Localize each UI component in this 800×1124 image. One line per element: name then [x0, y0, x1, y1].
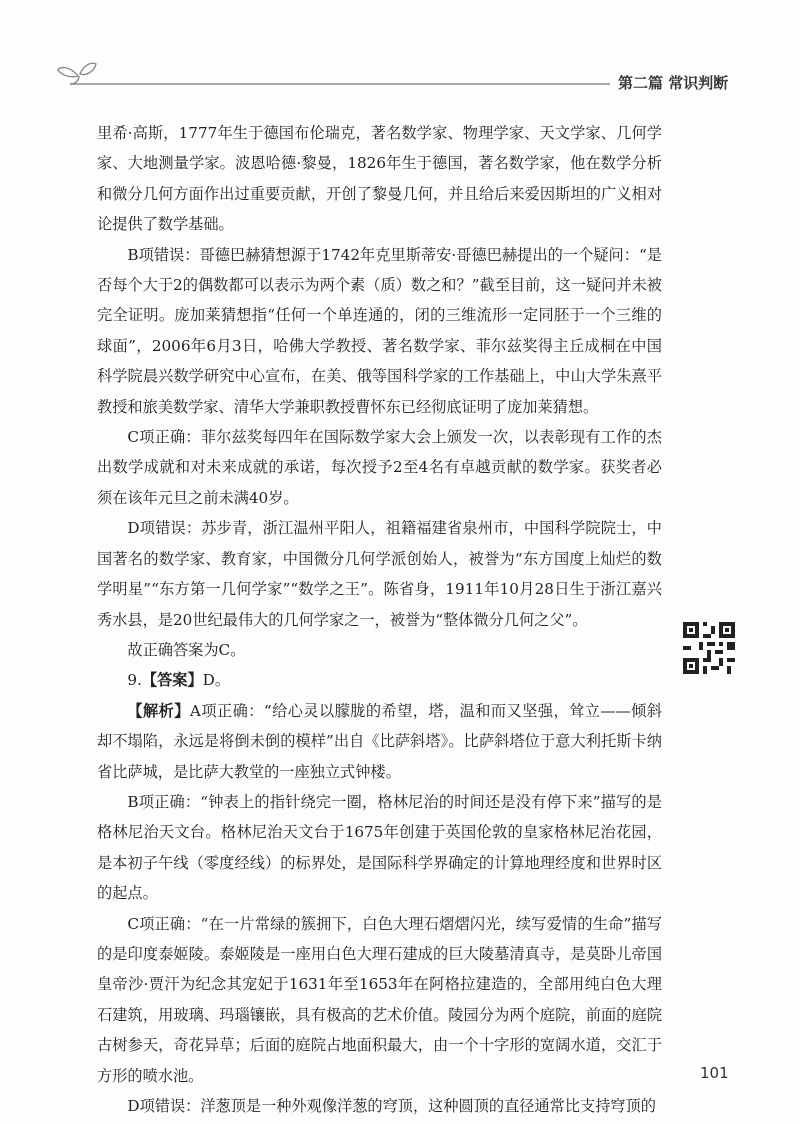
- analysis-text: A项正确：“给心灵以朦胧的希望，塔，温和而又坚强，耸立——倾斜却不塌陷，永远是将倒未倒的模样”出自《比萨斜塔》。比萨斜塔位于意大利托斯卡纳省比萨城，是比萨大教堂的一座独立式钟楼。: [97, 701, 662, 781]
- paragraph: 里希·高斯，1777年生于德国布伦瑞克，著名数学家、物理学家、天文学家、几何学家、大地测量学家。波恩哈德·黎曼，1826年生于德国，著名数学家，他在数学分析和微分几何方面作出过重要贡献，开创了黎曼几何，并且给后来爱因斯坦的广义相对论提供了数学基础。: [97, 124, 662, 234]
- paragraph: C项正确：菲尔兹奖每四年在国际数学家大会上颁发一次，以表彰现有工作的杰出数学成就和对未来成就的承诺，每次授予2至4名有卓越贡献的数学家。获奖者必须在该年元旦之前未满40岁。: [97, 428, 662, 507]
- paragraph: D项错误：苏步青，浙江温州平阳人，祖籍福建省泉州市，中国科学院院士，中国著名的数学家、教育家，中国微分几何学派创始人，被誉为“东方国度上灿烂的数学明星”“东方第一几何学家”“数学之王”。陈省身，1911年10月28日生于浙江嘉兴秀水县，是20世纪最伟大的几何学家之一，被誉为“整体微分几何之父”。: [97, 519, 662, 629]
- paragraph: D项错误：洋葱顶是一种外观像洋葱的穹顶，这种圆顶的直径通常比支持穹顶的: [127, 1097, 656, 1115]
- answer-value: D。: [202, 671, 231, 690]
- paragraph: C项正确：“在一片常绿的簇拥下，白色大理石熠熠闪光，续写爱情的生命”描写的是印度泰姬陵。泰姬陵是一座用白色大理石建成的巨大陵墓清真寺，是莫卧儿帝国皇帝沙·贾汗为纪念其宠妃于1631年至1653年在阿格拉建造的，全部用纯白色大理石建筑，用玻璃、玛瑙镶嵌，具有极高的艺术价值。陵园分为两个庭院，前面的庭院古树参天，奇花异草；后面的庭院占地面积最大，由一个十字形的宽阔水道，交汇于方形的喷水池。: [97, 914, 662, 1085]
- paragraph: 故正确答案为C。: [127, 640, 246, 659]
- answer-label: 【答案】: [141, 671, 203, 690]
- question-number: 9.: [127, 671, 142, 690]
- page-number: 101: [700, 1064, 729, 1082]
- paragraph: B项正确：“钟表上的指针绕完一圈，格林尼治的时间还是没有停下来”描写的是格林尼治天文台。格林尼治天文台于1675年创建于英国伦敦的皇家格林尼治花园，是本初子午线（零度经线）的标界处，是国际科学界确定的计算地理经度和世界时区的起点。: [97, 792, 662, 903]
- qr-code-icon[interactable]: [683, 622, 735, 674]
- analysis-paragraph: [97, 696, 662, 787]
- analysis-label: 【解析】: [127, 701, 190, 720]
- page-header: [0, 58, 800, 98]
- paragraph: B项错误：哥德巴赫猜想源于1742年克里斯蒂安·哥德巴赫提出的一个疑问：“是否每个大于2的偶数都可以表示为两个素（质）数之和？”截至目前，这一疑问并未被完全证明。庞加莱猜想指“任何一个单连通的，闭的三维流形一定同胚于一个三维的球面”，2006年6月3日，哈佛大学教授、著名数学家、菲尔兹奖得主丘成桐在中国科学院晨兴数学研究中心宣布，在美、俄等国科学家的工作基础上，中山大学朱熹平教授和旅美数学家、清华大学兼职教授曹怀东已经彻底证明了庞加莱猜想。: [97, 245, 662, 416]
- answer-line: [97, 665, 662, 695]
- section-title: 第二篇 常识判断: [618, 74, 729, 92]
- answer-explanation-body: [97, 118, 662, 1121]
